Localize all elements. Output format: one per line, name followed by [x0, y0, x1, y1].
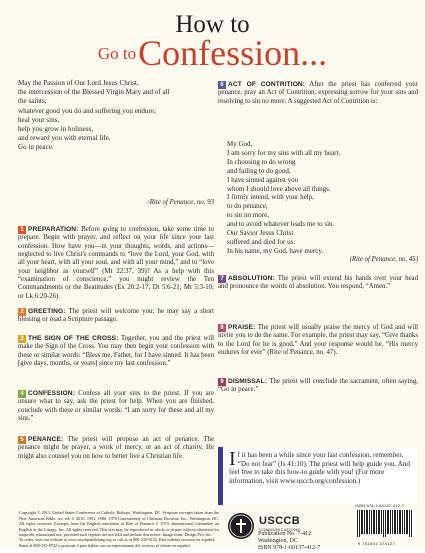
- section-number: 7: [218, 275, 226, 283]
- section-text: The priest will conclude the sacrament, often saying, “Go in peace.”: [218, 378, 418, 394]
- section-dismissal: [218, 378, 418, 395]
- publication-isbn: ISBN 978-1-60137-412-7: [258, 545, 321, 552]
- section-text: The priest will extend his hands over your head and pronounce the words of absolution. You respond, “Amen.”: [218, 275, 418, 291]
- section-text: The priest will usually praise the mercy of God and will invite you to do the same. For example, the priest may say, “Give thanks to the Lord for he is good.” And your response would be, “His mercy endures for ever” (Rite of Penance, no. 47).: [218, 324, 418, 357]
- section-text: The priest will propose an act of penance. The penance might be prayer, a work of mercy, or an act of charity. He might also counsel you on how to better live a Christian life.: [18, 436, 214, 460]
- section-greeting: [18, 308, 214, 325]
- order-info: To order, visit our website at www.usccbpublishing.org or call us at 800-235-8722. Para ordenar recursos en español, llame al 800-235-8722 y presione 4 para hablar con un representante del servicio al cliente en español.: [19, 537, 216, 548]
- section-heading: PRAISE:: [228, 324, 256, 331]
- section-heading: ABSOLUTION:: [228, 275, 275, 282]
- barcode-bars-icon: [355, 509, 415, 537]
- dismissal-prayer: May the Passion of Our Lord Jesus Christ, the intercession of the Blessed Virgin Mary and of all the saints, whatever good you do and suffering you endure, heal your sins, help you grow in holiness, and reward you with eternal life. Go in peace.: [18, 79, 170, 152]
- section-heading: THE SIGN OF THE CROSS:: [28, 335, 119, 342]
- section-text: Confess all your sins to the priest. If you are unsure what to say, ask the priest for help. When you are finished, conclude with these or similar words: “I am sorry for these and all my sins.”: [18, 390, 214, 423]
- section-heading: CONFESSION:: [28, 390, 75, 397]
- section-preparation: [18, 226, 214, 301]
- reminder-callout: [218, 447, 418, 505]
- title-big: Confession...: [138, 33, 328, 73]
- section-heading: GREETING:: [28, 308, 66, 315]
- section-number: 4: [18, 390, 26, 398]
- publication-city: Washington, DC: [258, 538, 298, 544]
- section-number: 6: [218, 81, 226, 89]
- section-heading: PENANCE:: [28, 436, 64, 443]
- contrition-citation: (Rite of Penance, no. 45): [349, 256, 418, 263]
- section-number: 1: [18, 226, 26, 234]
- usccb-seal-icon: [228, 513, 254, 539]
- section-penance: [18, 436, 214, 461]
- section-number: 2: [18, 308, 26, 316]
- barcode-digits: 9 781601 374127: [358, 541, 396, 546]
- section-absolution: [218, 275, 418, 292]
- copyright-notice: Copyright © 2013, United States Conference of Catholic Bishops, Washington, DC. Scripture excerpts taken from the New American Bible, rev. ed. © 2010, 1991, 1986, 1970 Confraternity of Christian Doctrine, Inc., Washington, DC. All rights reserved. Excerpts from the English translation of Rite of Penance © 1974, International Committee on English in the Liturgy, Inc. All rights reserved. This text may be reproduced in whole or in part without alteration for nonprofit educational use, provided such reprints are not sold and include this notice. Image from: Design Pics Inc.: [19, 510, 219, 538]
- page-title: [0, 12, 425, 71]
- section-text: The priest will welcome you; he may say a short blessing or read a Scripture passage.: [18, 308, 214, 324]
- section-act-of-contrition: [218, 81, 418, 106]
- contrition-prayer: My God, I am sorry for my sins with all my heart. In choosing to do wrong and failing to do good, I have sinned against you whom I should love above all things. I firmly intend, with your help, to do penance, to sin no more, and to avoid whatever leads me to sin. Our Savior Jesus Christ suffered and died for us. In his name, my God, have mercy.: [227, 140, 341, 255]
- barcode-isbn: ISBN 978-1-60137-412-7: [355, 503, 405, 508]
- section-sign-of-cross: [18, 335, 214, 368]
- seal-cross-icon: [228, 513, 254, 539]
- section-number: 5: [18, 436, 26, 444]
- section-text: Together, you and the priest will make the Sign of the Cross. You may then begin your confession with these or similar words: “Bless me, Father, for I have sinned. It has been [give days, months, or years] since my last confession.”: [18, 335, 215, 368]
- section-number: 9: [218, 378, 226, 386]
- barcode: [355, 503, 417, 542]
- section-text: After the priest has conferred your penance, pray an Act of Contrition, expressing sorrow for your sins and resolving to sin no more. A suggested Act of Contrition is:: [218, 81, 418, 105]
- section-number: 8: [218, 324, 226, 332]
- title-small: Go to: [97, 44, 137, 63]
- section-heading: DISMISSAL:: [228, 378, 268, 385]
- callout-text: f it has been a while since your last confession, remember, “Do not fear” (Is 41:10). The priest will help guide you. And feel free to take this how-to guide with you! (For more information, visit www.usccb.org/confession.): [229, 451, 410, 485]
- section-praise: [218, 324, 418, 357]
- section-confession: [18, 390, 214, 423]
- title-line1: How to: [175, 11, 250, 38]
- title-line2: [0, 35, 425, 71]
- section-number: 3: [18, 335, 26, 343]
- publisher-sub: COMMUNICATIONS: [259, 527, 301, 532]
- section-text: Before going to confession, take some time to prepare. Begin with prayer, and reflect on your life since your last confession. How have you—in your thoughts, words, and actions—neglected to live Christ's commands to “love the Lord, your God, with all your heart, with all your soul, and with all your mind,” and to “love your neighbor as yourself” (Mt 22:37, 39)? As a help with this “examination of conscience,” you might review the Ten Commandments or the Beatitudes (Ex 20:2-17; Dt 5:6-21; Mt 5:3-10; or Lk 6:20-26).: [18, 226, 214, 300]
- section-heading: ACT OF CONTRITION:: [228, 81, 306, 88]
- callout-dropcap: I: [229, 448, 236, 470]
- prayer-citation: –Rite of Penance, no. 93: [146, 199, 214, 206]
- publisher-name: USCCB: [259, 515, 301, 527]
- section-heading: PREPARATION:: [28, 226, 79, 233]
- publication-number: Publication No. 7-412: [258, 531, 312, 537]
